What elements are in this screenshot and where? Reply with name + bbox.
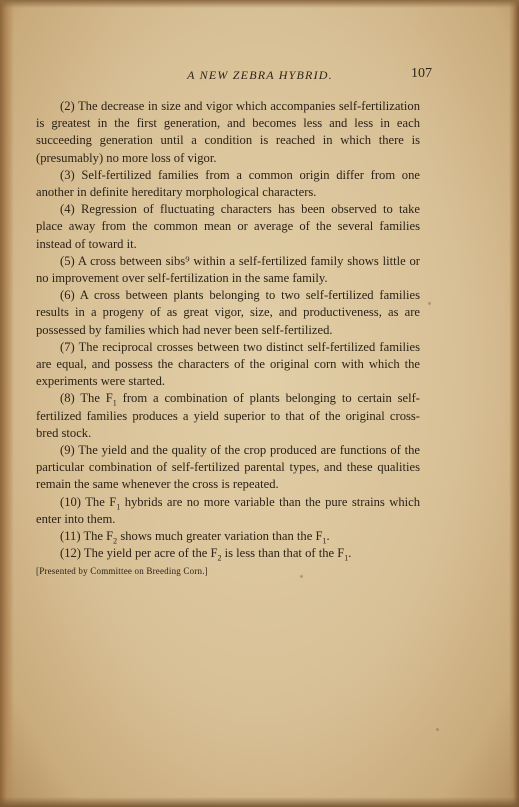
page-bottom-edge — [0, 797, 519, 807]
paragraph-text: The decrease in size and vigor which accompanies self-fertilization is greatest in the first generation, and becomes less and less in each succeeding generation until a condition is reached in which there is (presumably) no more loss of vigor. — [36, 99, 420, 165]
paragraph-11 — [36, 528, 420, 545]
paragraph-number: (6) — [60, 288, 75, 303]
subscript: 2 — [113, 536, 118, 546]
paragraph-text: A cross between plants belonging to two self-fertilized families results in a progeny of as great vigor, size, and productiveness, as are possessed by families which had never been self-fertilized. — [36, 288, 420, 337]
paragraph-3 — [36, 167, 420, 201]
paragraph-text: . — [326, 529, 330, 544]
paragraph-2 — [36, 98, 420, 167]
subscript: 2 — [217, 553, 222, 563]
footnote: [Presented by Committee on Breeding Corn.] — [36, 566, 208, 577]
paragraph-text: Regression of fluctuating characters has been observed to take place away from the common mean or average of the several families instead of toward it. — [36, 202, 420, 251]
paragraph-8 — [36, 390, 420, 442]
paragraph-text: The yield and the quality of the crop produced are functions of the particular combination of self-fertilized parental types, and these qualities remain the same whenever the cross is repeated. — [36, 443, 420, 492]
paragraph-text: The F — [80, 391, 113, 406]
paragraph-text: Self-fertilized families from a common origin differ from one another in definite hereditary morphological characters. — [36, 167, 420, 200]
paragraph-text: A cross between sibs⁹ within a self-fertilized family shows little or no improvement over self-fertilization in the same family. — [36, 253, 420, 286]
paper-speck — [428, 302, 431, 305]
page-header — [60, 66, 432, 86]
paragraph-4 — [36, 201, 420, 253]
paragraph-number: (2) — [60, 99, 75, 113]
paragraph-number: (8) — [60, 391, 75, 406]
paragraph-number: (11) — [60, 529, 81, 544]
paragraph-12 — [36, 545, 420, 562]
running-title: A NEW ZEBRA HYBRID. — [187, 68, 333, 82]
page-gutter-shadow — [0, 0, 14, 807]
subscript: 1 — [322, 536, 327, 546]
page-number: 107 — [411, 66, 432, 81]
paper-speck — [300, 575, 303, 578]
paragraph-text: . — [348, 546, 352, 561]
paragraph-number: (5) — [60, 253, 75, 268]
paragraph-text: is less than that of the F — [221, 546, 345, 561]
paragraph-5 — [36, 253, 420, 287]
subscript: 1 — [344, 553, 349, 563]
paper-speck — [436, 728, 439, 731]
paragraph-number: (10) — [60, 494, 81, 509]
paragraph-number: (7) — [60, 339, 75, 354]
paragraph-number: (4) — [60, 202, 75, 217]
paragraph-text: The F — [85, 494, 117, 509]
paragraph-7 — [36, 339, 420, 391]
paragraph-text: The F — [83, 529, 114, 544]
subscript: 1 — [116, 502, 121, 512]
paragraph-text: The yield per acre of the F — [83, 546, 218, 561]
paragraph-text: hybrids are no more variable than the pure strains which enter into them. — [36, 494, 420, 526]
paragraph-6 — [36, 287, 420, 339]
paragraph-10 — [36, 494, 420, 528]
paragraph-number: (9) — [60, 443, 75, 458]
paragraph-number: (12) — [60, 546, 81, 561]
paragraph-text: The reciprocal crosses between two distinct self-fertilized families are equal, and possess the characters of the original corn with which the experiments were started. — [36, 339, 420, 389]
page-top-edge — [0, 0, 519, 8]
subscript: 1 — [112, 398, 117, 408]
paragraph-text: from a combination of plants belonging to certain self-fertilized families produces a yield superior to that of the original cross-bred stock. — [36, 391, 420, 440]
paragraph-9 — [36, 442, 420, 494]
page-edge-shadow — [509, 0, 519, 807]
body-text — [36, 98, 420, 577]
paragraph-text: shows much greater variation than the F — [117, 529, 323, 544]
paragraph-number: (3) — [60, 167, 75, 182]
